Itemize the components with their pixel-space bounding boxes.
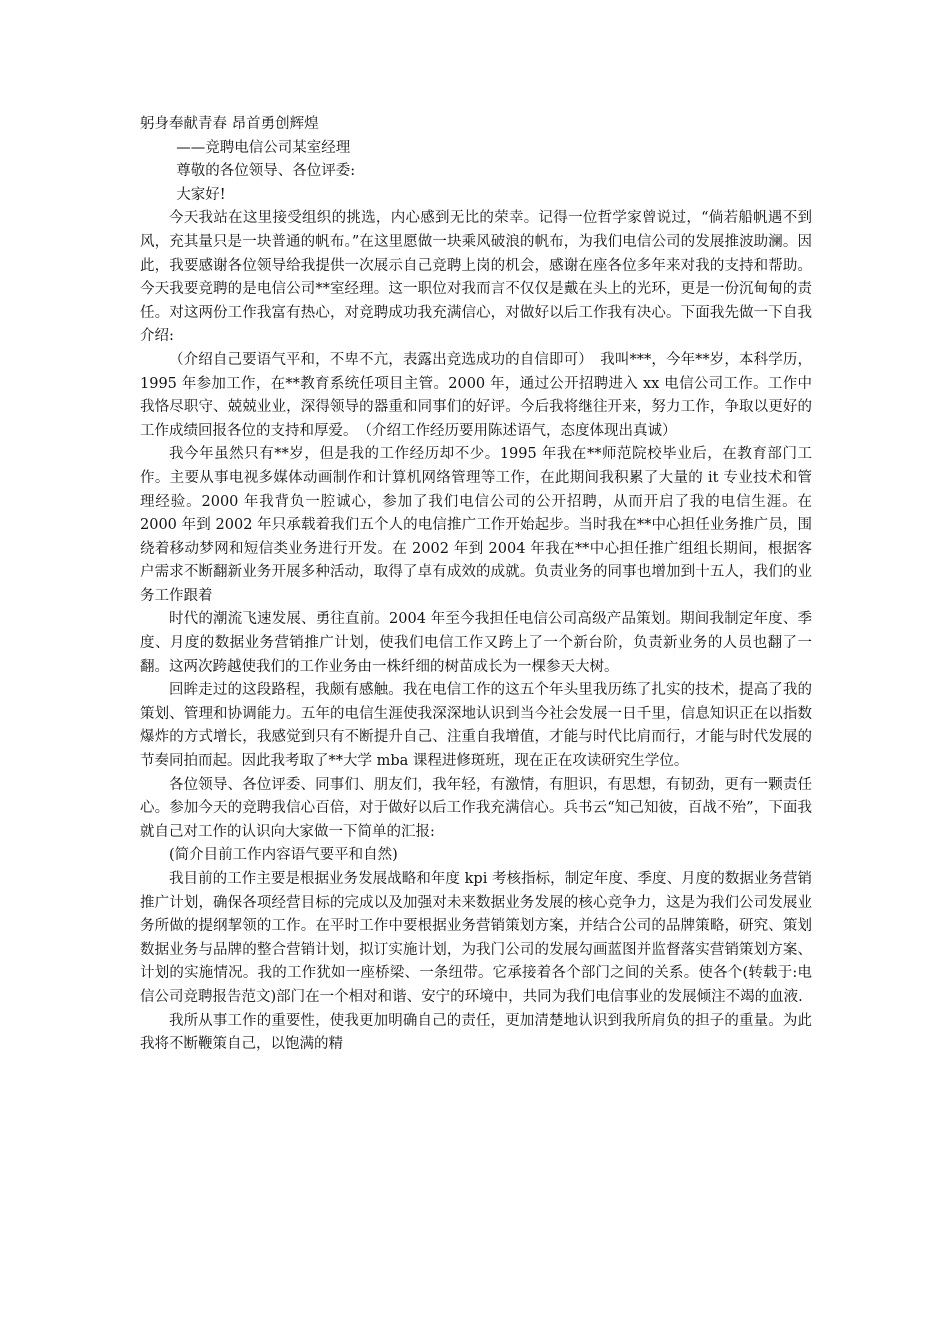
document-title: 躬身奉献青春 昂首勇创辉煌 (140, 116, 319, 132)
paragraph-confidence: 各位领导、各位评委、同事们、朋友们，我年轻，有激情，有胆识，有思想，有韧劲，更有一颗责任心。参加今天的竞聘我信心百倍，对于做好以后工作我充满信心。兵书云“知己知彼，百战不殆”，下面我就自己对工作的认识向大家做一下简单的汇报: (140, 776, 812, 840)
paragraph-reflection: 回眸走过的这段路程，我颇有感触。我在电信工作的这五个年头里我历练了扎实的技术，提高了我的策划、管理和协调能力。五年的电信生涯使我深深地认识到当今社会发展一日千里，信息知识正在以指数爆炸的方式增长，我感觉到只有不断提升自己、注重自我增值，才能与时代比肩而行，才能与时代发展的节奏同拍而起。因此我考取了**大学 mba 课程进修斑班，现在正在攻读研究生学位。 (140, 682, 812, 770)
paragraph-career-growth: 时代的潮流飞速发展、勇往直前。2004 年至今我担任电信公司高级产品策划。期间我制定年度、季度、月度的数据业务营销推广计划，使我们电信工作又跨上了一个新台阶，负责新业务的人员也翻了一翻。这两次跨越使我们的工作业务由一株纤细的树苗成长为一棵参天大树。 (140, 611, 812, 675)
document-body (140, 113, 812, 1057)
salutation: 尊敬的各位领导、各位评委: (176, 163, 356, 180)
paragraph-opening: 今天我站在这里接受组织的挑选，内心感到无比的荣幸。记得一位哲学家曾说过，“倘若船帆遇不到风，充其量只是一块普通的帆布。”在这里愿做一块乘风破浪的帆布，为我们电信公司的发展推波助澜。因此，我要感谢各位领导给我提供一次展示自己竞聘上岗的机会，感谢在座各位多年来对我的支持和帮助。今天我要竞聘的是电信公司**室经理。这一职位对我而言不仅仅是戴在头上的光环，更是一份沉甸甸的责任。对这两份工作我富有热心，对竞聘成功我充满信心，对做好以后工作我有决心。下面我先做一下自我介绍: (140, 210, 812, 345)
paragraph-current-work: 我目前的工作主要是根据业务发展战略和年度 kpi 考核指标，制定年度、季度、月度的数据业务营销推广计划，确保各项经营目标的完成以及加强对未来数据业务发展的核心竞争力，这是为我们公司发展业务所做的提纲挈领的工作。在平时工作中要根据业务营销策划方案，并结合公司的品牌策略，研究、策划数据业务与品牌的整合营销计划，拟订实施计划，为我门公司的发展勾画蓝图并监督落实营销策划方案、计划的实施情况。我的工作犹如一座桥梁、一条纽带。它承接着各个部门之间的关系。使各个(转载于:电信公司竞聘报告范文)部门在一个相对和谐、安宁的环境中，共同为我们电信事业的发展倾注不竭的血液. (140, 871, 812, 1005)
greeting: 大家好! (176, 186, 226, 203)
paragraph-work-experience: 我今年虽然只有**岁，但是我的工作经历却不少。1995 年我在**师范院校毕业后，在教育部门工作。主要从事电视多媒体动画制作和计算机网络管理等工作，在此期间我积累了大量的 it 专业技术和管理经验。2000 年我背负一腔诚心，参加了我们电信公司的公开招聘，从而开启了我的电信生涯。在 2000 年到 2002 年只承载着我们五个人的电信推广工作开始起步。当时我在**中心担任业务推广员，围绕着移动梦网和短信类业务进行开发。在 2002 年到 2004 年我在**中心担任推广组组长期间，根据客户需求不断翻新业务开展多种活动，取得了卓有成效的成就。负责业务的同事也增加到十五人，我们的业务工作跟着 (140, 446, 812, 604)
paragraph-self-introduction: （介绍自己要语气平和，不卑不亢，表露出竞选成功的自信即可） 我叫***，今年**岁，本科学历，1995 年参加工作，在**教育系统任项目主管。2000 年，通过公开招聘进入 xx 电信公司工作。工作中我恪尽职守、兢兢业业，深得领导的器重和同事们的好评。今后我将继往开来，努力工作，争取以更好的工作成绩回报各位的支持和厚爱。 （介绍工作经历要用陈述语气，态度体现出真诚） (140, 351, 812, 439)
paragraph-note: (简介目前工作内容语气要平和自然) (169, 847, 398, 864)
paragraph-responsibility: 我所从事工作的重要性，使我更加明确自己的责任，更加清楚地认识到我所肩负的担子的重量。为此我将不断鞭策自己，以饱满的精 (140, 1012, 812, 1053)
document-subtitle: ——竞聘电信公司某室经理 (176, 139, 351, 156)
